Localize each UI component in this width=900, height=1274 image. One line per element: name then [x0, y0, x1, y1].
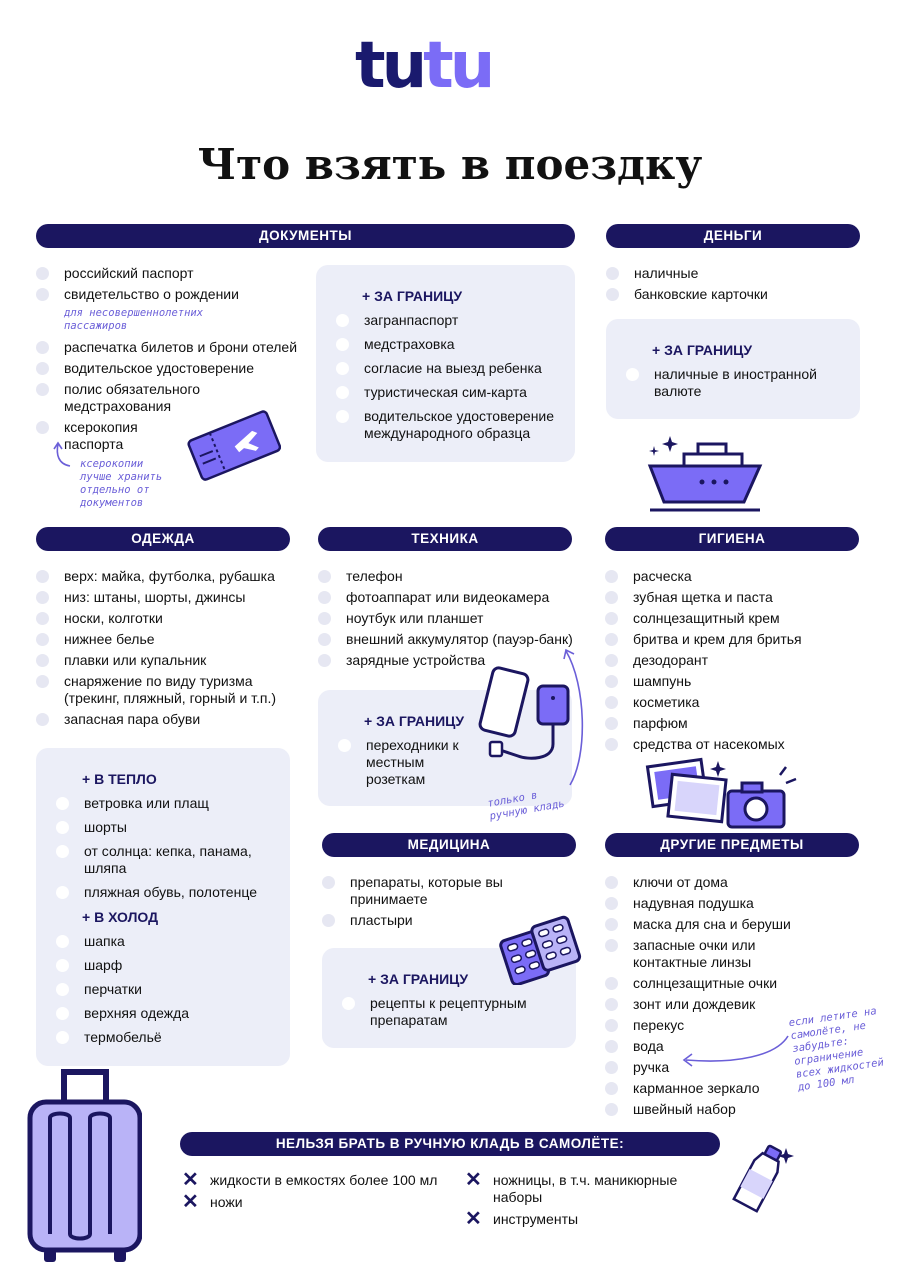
- checkbox-circle[interactable]: [36, 591, 49, 604]
- checkbox-circle[interactable]: [605, 918, 618, 931]
- list-item[interactable]: от солнца: кепка, панама, шляпа: [56, 843, 281, 877]
- list-item[interactable]: солнцезащитные очки: [605, 975, 785, 992]
- checkbox-circle[interactable]: [605, 1040, 618, 1053]
- checkbox-circle[interactable]: [318, 591, 331, 604]
- ticket-icon: [186, 405, 281, 485]
- pills-icon: [498, 915, 588, 985]
- checkbox-circle[interactable]: [318, 612, 331, 625]
- checkbox-circle[interactable]: [318, 633, 331, 646]
- checkbox-circle[interactable]: [605, 998, 618, 1011]
- checkbox-circle[interactable]: [56, 797, 69, 810]
- abroad-label: + ЗА ГРАНИЦУ: [368, 971, 469, 987]
- clothes-list: [36, 568, 290, 732]
- logo-part2: tu: [423, 29, 492, 103]
- checkbox-circle[interactable]: [605, 1019, 618, 1032]
- checkbox-circle[interactable]: [605, 696, 618, 709]
- clothes-weather-card: [36, 748, 290, 1066]
- list-item[interactable]: носки, колготки: [36, 610, 290, 627]
- checkbox-circle[interactable]: [336, 386, 349, 399]
- warm-list: [56, 795, 281, 908]
- checkbox-circle[interactable]: [56, 886, 69, 899]
- checkbox-circle[interactable]: [336, 338, 349, 351]
- abroad-label: + ЗА ГРАНИЦУ: [364, 713, 465, 729]
- list-item[interactable]: ксерокопия паспорта: [36, 419, 156, 453]
- list-item[interactable]: верхняя одежда: [56, 1005, 281, 1022]
- liquids-note: если летите на самолёте, не забудьте: ограничение всех жидкостей до 100 мл: [788, 1005, 885, 1094]
- list-item[interactable]: полис обязательного медстрахования: [36, 381, 226, 415]
- logo-part1: tu: [355, 29, 424, 103]
- list-item[interactable]: снаряжение по виду туризма (трекинг, пляжный, горный и т.п.): [36, 673, 290, 707]
- list-item[interactable]: препараты, которые вы принимаете: [322, 874, 532, 908]
- warm-label: + В ТЕПЛО: [82, 771, 157, 787]
- birth-note: для несовершеннолетних пассажиров: [64, 307, 204, 332]
- list-item[interactable]: шарф: [56, 957, 281, 974]
- photo-camera-icon: [640, 755, 810, 835]
- list-item[interactable]: рецепты к рецептурным препаратам: [342, 995, 542, 1029]
- arrow-left-icon: [676, 1030, 796, 1070]
- list-item[interactable]: запасная пара обуви: [36, 711, 290, 728]
- checkbox-circle[interactable]: [36, 267, 49, 280]
- checkbox-circle[interactable]: [36, 341, 49, 354]
- checkbox-circle[interactable]: [626, 368, 639, 381]
- list-item[interactable]: солнцезащитный крем: [605, 610, 859, 627]
- forbidden-item: ✕ жидкости в емкостях более 100 мл: [182, 1169, 438, 1191]
- checkbox-circle[interactable]: [36, 383, 49, 396]
- money-abroad-list: [626, 366, 826, 404]
- checkbox-circle[interactable]: [318, 570, 331, 583]
- checkbox-circle[interactable]: [605, 1061, 618, 1074]
- checkbox-circle[interactable]: [36, 713, 49, 726]
- other-list: [605, 874, 791, 1122]
- cross-icon: ✕: [182, 1169, 199, 1191]
- hygiene-header: ГИГИЕНА: [605, 527, 859, 551]
- list-item[interactable]: медстраховка: [336, 336, 566, 353]
- list-item[interactable]: водительское удостоверение: [36, 360, 306, 377]
- list-item[interactable]: запасные очки или контактные линзы: [605, 937, 785, 971]
- checkbox-circle[interactable]: [606, 288, 619, 301]
- cross-icon: ✕: [465, 1169, 482, 1191]
- list-item[interactable]: парфюм: [605, 715, 859, 732]
- checkbox-circle[interactable]: [318, 654, 331, 667]
- checkbox-circle[interactable]: [605, 654, 618, 667]
- abroad-label: + ЗА ГРАНИЦУ: [652, 342, 753, 358]
- copy-note: ксерокопии лучше хранить отдельно от документов: [80, 458, 163, 509]
- list-item[interactable]: российский паспорт: [36, 265, 306, 282]
- list-item[interactable]: термобельё: [56, 1029, 281, 1046]
- list-item[interactable]: верх: майка, футболка, рубашка: [36, 568, 290, 585]
- list-item[interactable]: туристическая сим-карта: [336, 384, 566, 401]
- checkbox-circle[interactable]: [342, 997, 355, 1010]
- tech-list: [318, 568, 588, 673]
- list-item[interactable]: вода: [605, 1038, 785, 1055]
- list-item[interactable]: фотоаппарат или видеокамера: [318, 589, 588, 606]
- list-item[interactable]: бритва и крем для бритья: [605, 631, 859, 648]
- hygiene-list: [605, 568, 859, 757]
- forbidden-list-2: [465, 1169, 705, 1233]
- list-item[interactable]: надувная подушка: [605, 895, 785, 912]
- birth-note-slot: [36, 307, 306, 333]
- checkbox-circle[interactable]: [605, 717, 618, 730]
- money-abroad-card: [606, 319, 860, 419]
- checkbox-circle[interactable]: [36, 675, 49, 688]
- list-item[interactable]: согласие на выезд ребенка: [336, 360, 566, 377]
- checkbox-circle[interactable]: [605, 570, 618, 583]
- medicine-header: МЕДИЦИНА: [322, 833, 576, 857]
- list-item[interactable]: расческа: [605, 568, 859, 585]
- checkbox-circle[interactable]: [56, 1031, 69, 1044]
- list-item[interactable]: шапка: [56, 933, 281, 950]
- tech-abroad-list: [338, 737, 478, 792]
- list-item[interactable]: водительское удостоверение международного образца: [336, 408, 566, 442]
- bottle-icon: [722, 1140, 802, 1220]
- arrow-curve-icon: [560, 645, 590, 795]
- checkbox-circle[interactable]: [36, 362, 49, 375]
- cold-list: [56, 933, 281, 1053]
- cross-icon: ✕: [182, 1191, 199, 1213]
- checkbox-circle[interactable]: [56, 821, 69, 834]
- suitcase-icon: [22, 1062, 142, 1267]
- checkbox-circle[interactable]: [56, 1007, 69, 1020]
- list-item[interactable]: банковские карточки: [606, 286, 860, 303]
- forbidden-header: НЕЛЬЗЯ БРАТЬ В РУЧНУЮ КЛАДЬ В САМОЛЁТЕ:: [180, 1132, 720, 1156]
- checkbox-circle[interactable]: [336, 314, 349, 327]
- list-item[interactable]: свидетельство о рождении: [36, 286, 306, 303]
- forbidden-list-1: [182, 1169, 452, 1216]
- checkbox-circle[interactable]: [36, 633, 49, 646]
- list-item[interactable]: нижнее белье: [36, 631, 290, 648]
- checkbox-circle[interactable]: [605, 633, 618, 646]
- checkbox-circle[interactable]: [36, 570, 49, 583]
- forbidden-item: ✕ инструменты: [465, 1208, 579, 1230]
- documents-header: ДОКУМЕНТЫ: [36, 224, 575, 248]
- checkbox-circle[interactable]: [56, 935, 69, 948]
- checkbox-circle[interactable]: [605, 897, 618, 910]
- arrow-up-icon: [48, 440, 78, 470]
- list-item[interactable]: зонт или дождевик: [605, 996, 785, 1013]
- list-item[interactable]: косметика: [605, 694, 859, 711]
- list-item[interactable]: перекус: [605, 1017, 785, 1034]
- checkbox-circle[interactable]: [322, 914, 335, 927]
- checkbox-circle[interactable]: [336, 362, 349, 375]
- money-list: [606, 265, 860, 307]
- medicine-abroad-list: [342, 995, 542, 1033]
- list-item[interactable]: распечатка билетов и брони отелей: [36, 339, 306, 356]
- checkbox-circle[interactable]: [605, 939, 618, 952]
- list-item[interactable]: пляжная обувь, полотенце: [56, 884, 281, 901]
- list-item[interactable]: ручка: [605, 1059, 785, 1076]
- money-header: ДЕНЬГИ: [606, 224, 860, 248]
- checkbox-circle[interactable]: [605, 1082, 618, 1095]
- checkbox-circle[interactable]: [605, 1103, 618, 1116]
- checkbox-circle[interactable]: [605, 977, 618, 990]
- list-item[interactable]: плавки или купальник: [36, 652, 290, 669]
- page-title: Что взять в поездку: [197, 140, 703, 189]
- list-item[interactable]: наличные в иностранной валюте: [626, 366, 826, 400]
- documents-abroad-list: [336, 312, 566, 449]
- checkbox-circle[interactable]: [36, 654, 49, 667]
- list-item[interactable]: дезодорант: [605, 652, 859, 669]
- list-item[interactable]: переходники к местным розеткам: [338, 737, 478, 788]
- ship-icon: [640, 430, 770, 515]
- other-header: ДРУГИЕ ПРЕДМЕТЫ: [605, 833, 859, 857]
- clothes-header: ОДЕЖДА: [36, 527, 290, 551]
- list-item[interactable]: средства от насекомых: [605, 736, 859, 753]
- tutu-logo: [355, 29, 545, 103]
- list-item[interactable]: зарядные устройства: [318, 652, 588, 669]
- list-item[interactable]: маска для сна и беруши: [605, 916, 805, 933]
- list-item[interactable]: загранпаспорт: [336, 312, 566, 329]
- list-item[interactable]: телефон: [318, 568, 588, 585]
- tech-note: только в ручную кладь: [486, 789, 566, 823]
- list-item[interactable]: пластыри: [322, 912, 576, 929]
- checkbox-circle[interactable]: [605, 612, 618, 625]
- forbidden-item: ✕ ножницы, в т.ч. маникюрные наборы: [465, 1169, 678, 1205]
- checkbox-circle[interactable]: [36, 612, 49, 625]
- checkbox-circle[interactable]: [605, 738, 618, 751]
- list-item[interactable]: низ: штаны, шорты, джинсы: [36, 589, 290, 606]
- checkbox-circle[interactable]: [338, 739, 351, 752]
- checkbox-circle[interactable]: [605, 591, 618, 604]
- checkbox-circle[interactable]: [56, 959, 69, 972]
- forbidden-item: ✕ ножи: [182, 1191, 243, 1213]
- list-item[interactable]: перчатки: [56, 981, 281, 998]
- list-item[interactable]: шампунь: [605, 673, 859, 690]
- list-item[interactable]: швейный набор: [605, 1101, 785, 1118]
- list-item[interactable]: зубная щетка и паста: [605, 589, 859, 606]
- abroad-label: + ЗА ГРАНИЦУ: [362, 288, 463, 304]
- checkbox-circle[interactable]: [606, 267, 619, 280]
- checkbox-circle[interactable]: [36, 421, 49, 434]
- checkbox-circle[interactable]: [605, 876, 618, 889]
- list-item[interactable]: шорты: [56, 819, 281, 836]
- checkbox-circle[interactable]: [322, 876, 335, 889]
- checkbox-circle[interactable]: [605, 675, 618, 688]
- list-item[interactable]: внешний аккумулятор (пауэр-банк): [318, 631, 588, 648]
- tech-header: ТЕХНИКА: [318, 527, 572, 551]
- list-item[interactable]: наличные: [606, 265, 860, 282]
- checkbox-circle[interactable]: [336, 410, 349, 423]
- cold-label: + В ХОЛОД: [82, 909, 159, 925]
- list-item[interactable]: ключи от дома: [605, 874, 785, 891]
- cross-icon: ✕: [465, 1208, 482, 1230]
- checkbox-circle[interactable]: [36, 288, 49, 301]
- list-item[interactable]: карманное зеркало: [605, 1080, 785, 1097]
- checkbox-circle[interactable]: [56, 983, 69, 996]
- list-item[interactable]: ветровка или плащ: [56, 795, 281, 812]
- list-item[interactable]: ноутбук или планшет: [318, 610, 588, 627]
- documents-abroad-card: [316, 265, 575, 462]
- checkbox-circle[interactable]: [56, 845, 69, 858]
